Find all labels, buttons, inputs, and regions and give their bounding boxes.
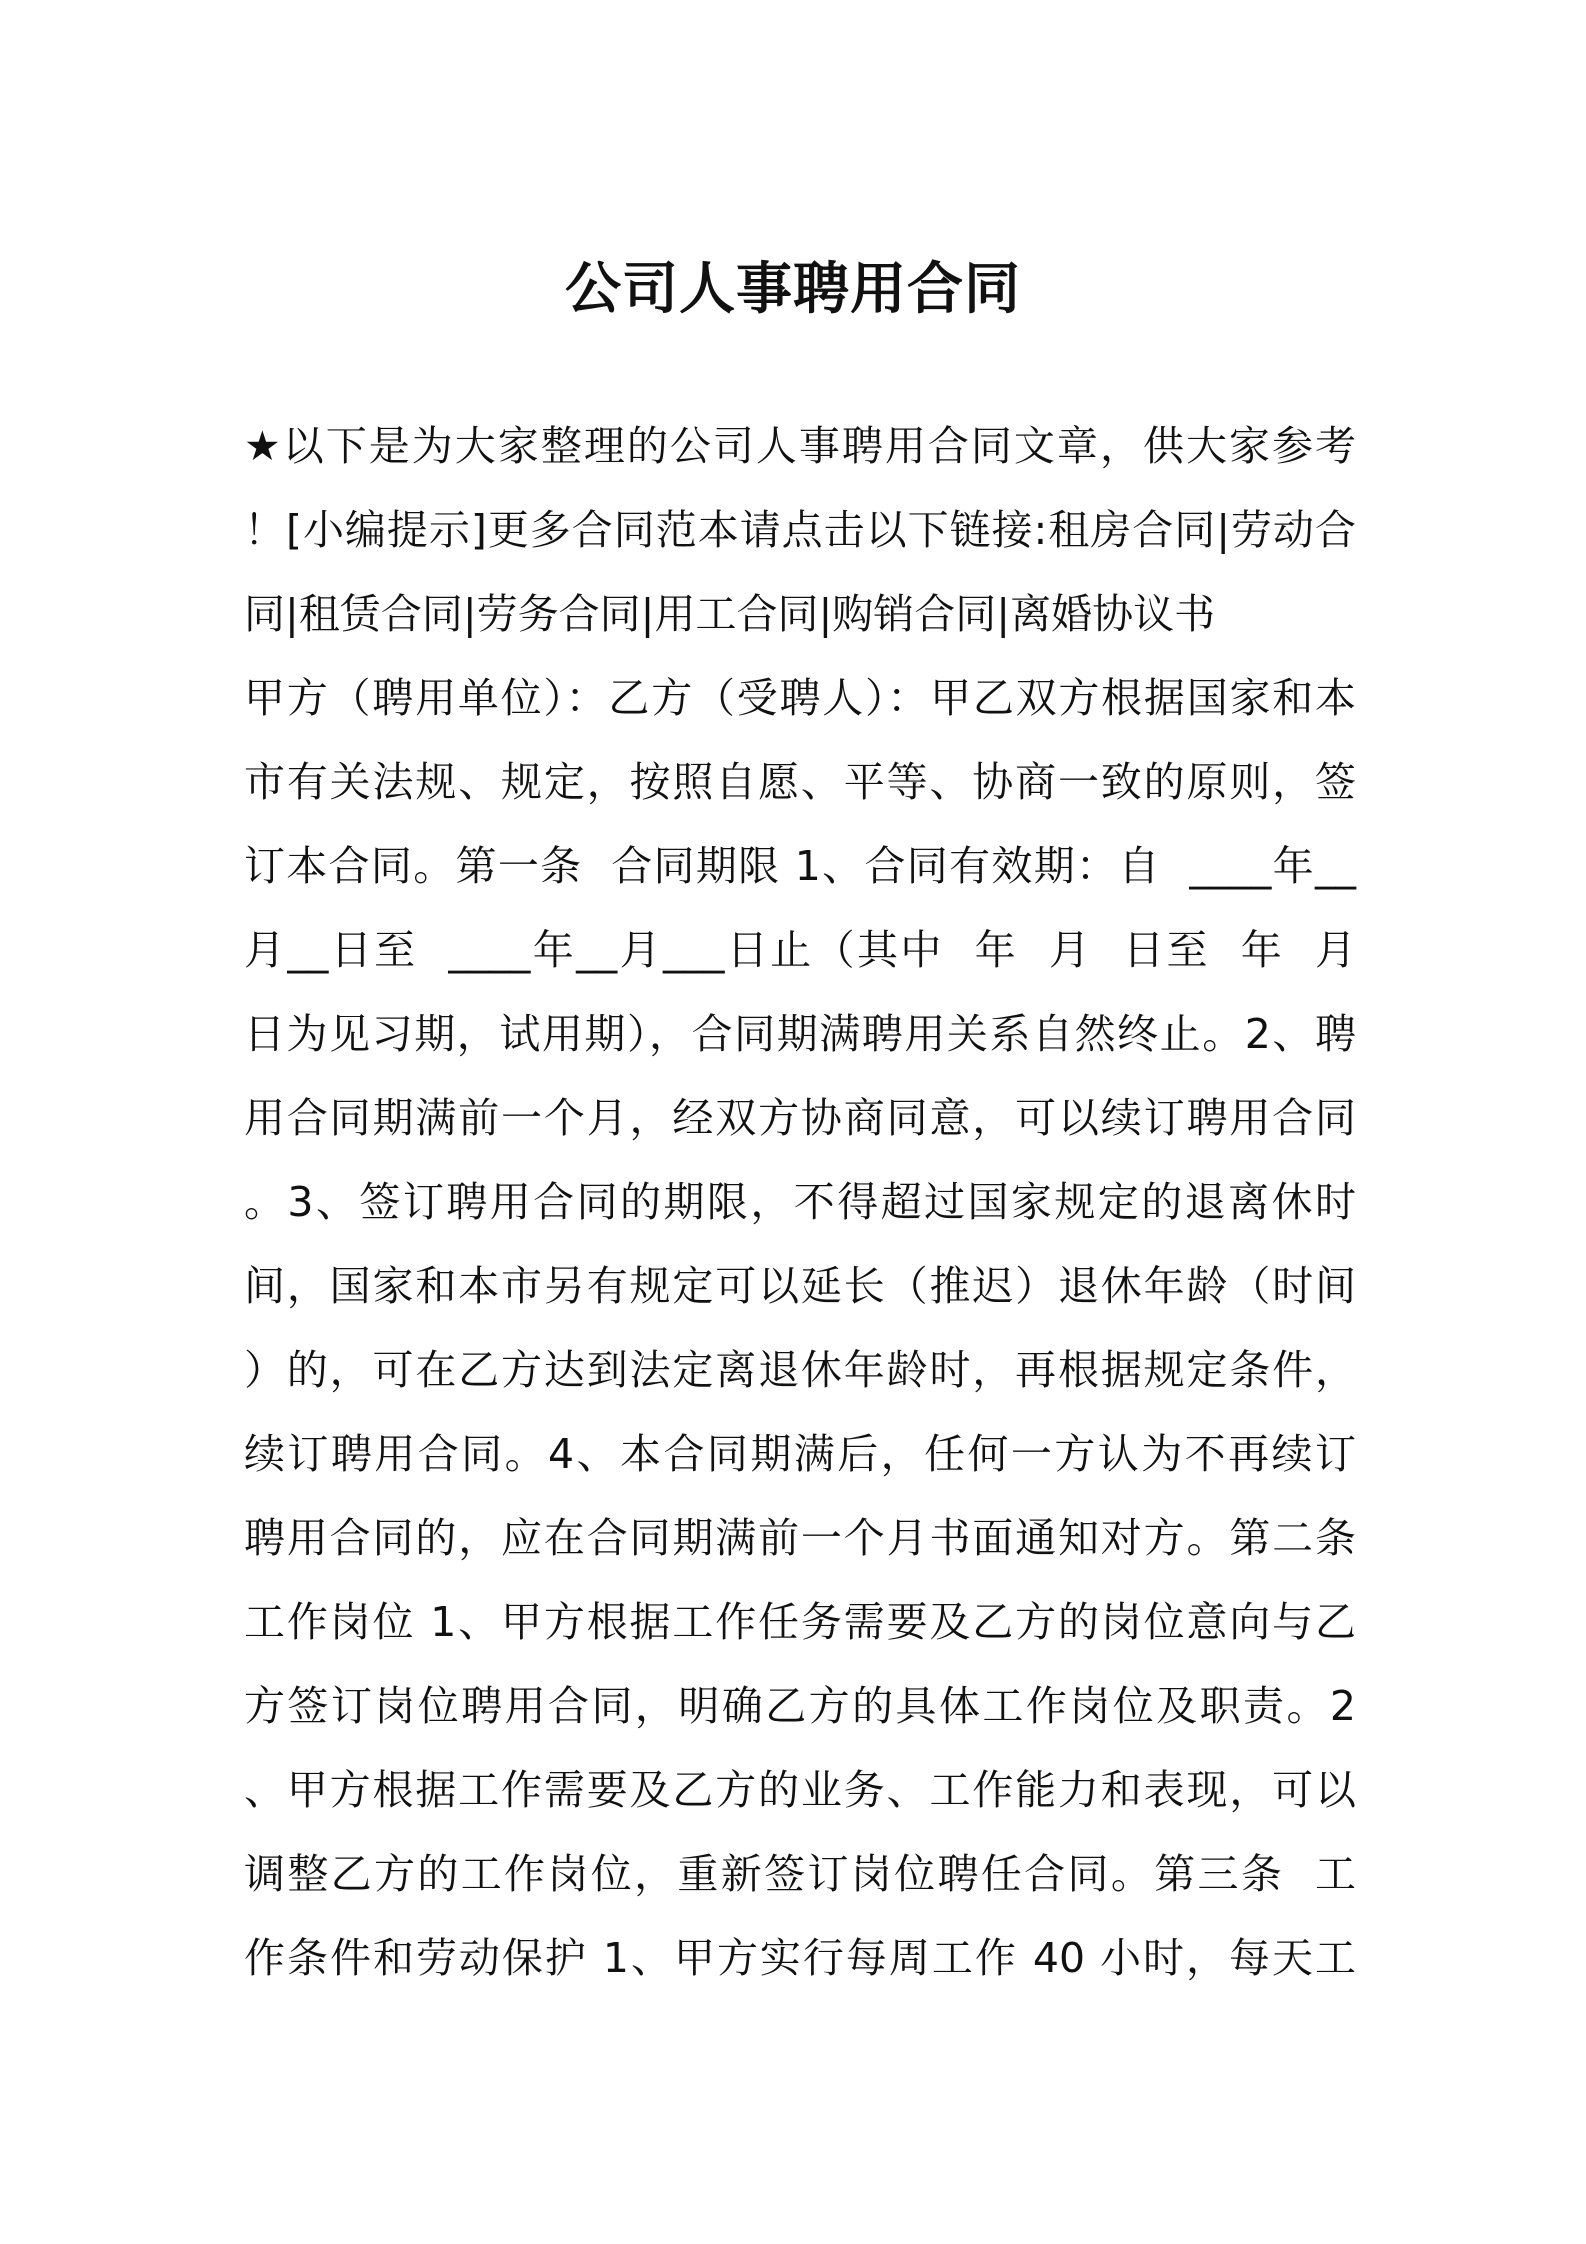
body-line-4: 甲方（聘用单位）：乙方（受聘人）：甲乙双方根据国家和本: [244, 674, 1356, 722]
document-title: 公司人事聘用合同: [565, 257, 1021, 322]
body-line-5: 市有关法规、规定，按照自愿、平等、协商一致的原则，签: [244, 758, 1356, 806]
body-line-7: 月__日至 ____年__月___日止（其中 年 月 日至 年 月: [244, 926, 1356, 974]
body-line-19: 作条件和劳动保护 1、甲方实行每周工作 40 小时，每天工: [244, 1934, 1356, 1982]
body-line-18: 调整乙方的工作岗位，重新签订岗位聘任合同。第三条 工: [244, 1850, 1356, 1898]
document-body: [244, 404, 1356, 2000]
body-line-1: ★以下是为大家整理的公司人事聘用合同文章，供大家参考: [244, 422, 1356, 470]
body-line-6: 订本合同。第一条 合同期限 1、合同有效期：自 ____年__: [244, 842, 1356, 890]
body-line-11: 间，国家和本市另有规定可以延长（推迟）退休年龄（时间: [244, 1262, 1356, 1310]
body-line-9: 用合同期满前一个月，经双方协商同意，可以续订聘用合同: [244, 1094, 1356, 1142]
body-line-17: 、甲方根据工作需要及乙方的业务、工作能力和表现，可以: [244, 1766, 1356, 1814]
body-line-12: ）的，可在乙方达到法定离退休年龄时，再根据规定条件，: [244, 1346, 1356, 1394]
body-line-10: 。3、签订聘用合同的期限，不得超过国家规定的退离休时: [244, 1178, 1356, 1226]
body-line-13: 续订聘用合同。4、本合同期满后，任何一方认为不再续订: [244, 1430, 1356, 1478]
body-line-2: ！[小编提示]更多合同范本请点击以下链接:租房合同|劳动合: [244, 506, 1356, 554]
body-line-14: 聘用合同的，应在合同期满前一个月书面通知对方。第二条: [244, 1514, 1356, 1562]
body-line-8: 日为见习期，试用期），合同期满聘用关系自然终止。2、聘: [244, 1010, 1356, 1058]
body-line-16: 方签订岗位聘用合同，明确乙方的具体工作岗位及职责。2: [244, 1682, 1356, 1730]
body-line-15: 工作岗位 1、甲方根据工作任务需要及乙方的岗位意向与乙: [244, 1598, 1356, 1646]
body-line-3: 同|租赁合同|劳务合同|用工合同|购销合同|离婚协议书: [244, 590, 1216, 638]
